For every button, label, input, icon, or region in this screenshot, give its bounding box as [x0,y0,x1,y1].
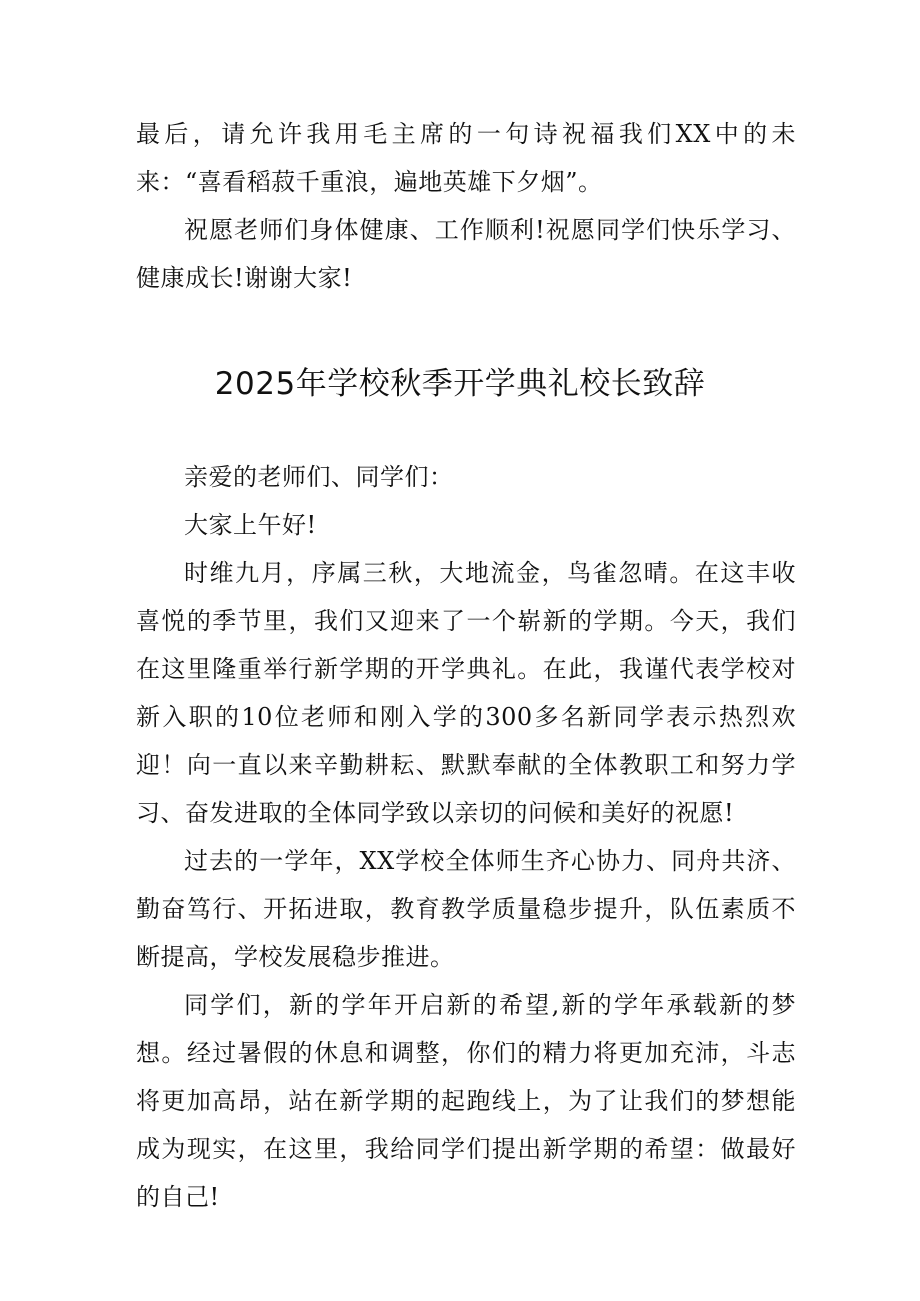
salutation: 亲爱的老师们、同学们： [184,463,454,491]
body-paragraph-3: 同学们，新的学年开启新的希望,新的学年承载新的梦想。经过暑假的休息和调整，你们的精力将更加充沛，斗志将更加高昂，站在新学期的起跑线上，为了让我们的梦想能成为现实，在这里，我给同学们提出新学期的希望：做最好的自己! [136,991,796,1211]
speech-title: 2025年学校秋季开学典礼校长致辞 [214,366,706,402]
wishes-paragraph: 祝愿老师们身体健康、工作顺利!祝愿同学们快乐学习、健康成长!谢谢大家! [136,216,796,292]
body-paragraph-2: 过去的一学年，XX学校全体师生齐心协力、同舟共济、勤奋笃行、开拓进取，教育教学质量稳步提升，队伍素质不断提高，学校发展稳步推进。 [136,847,796,971]
greeting: 大家上午好! [184,511,317,539]
body-paragraph-1: 时维九月，序属三秋，大地流金，鸟雀忽晴。在这丰收喜悦的季节里，我们又迎来了一个崭新的学期。今天，我们在这里隆重举行新学期的开学典礼。在此，我谨代表学校对新入职的10位老师和刚入学的300多名新同学表示热烈欢迎！向一直以来辛勤耕耘、默默奉献的全体教职工和努力学习、奋发进取的全体同学致以亲切的问候和美好的祝愿! [136,559,796,827]
closing-paragraph: 最后，请允许我用毛主席的一句诗祝福我们XX中的未来：“喜看稻菽千重浪，遍地英雄下夕烟”。 [136,120,796,196]
